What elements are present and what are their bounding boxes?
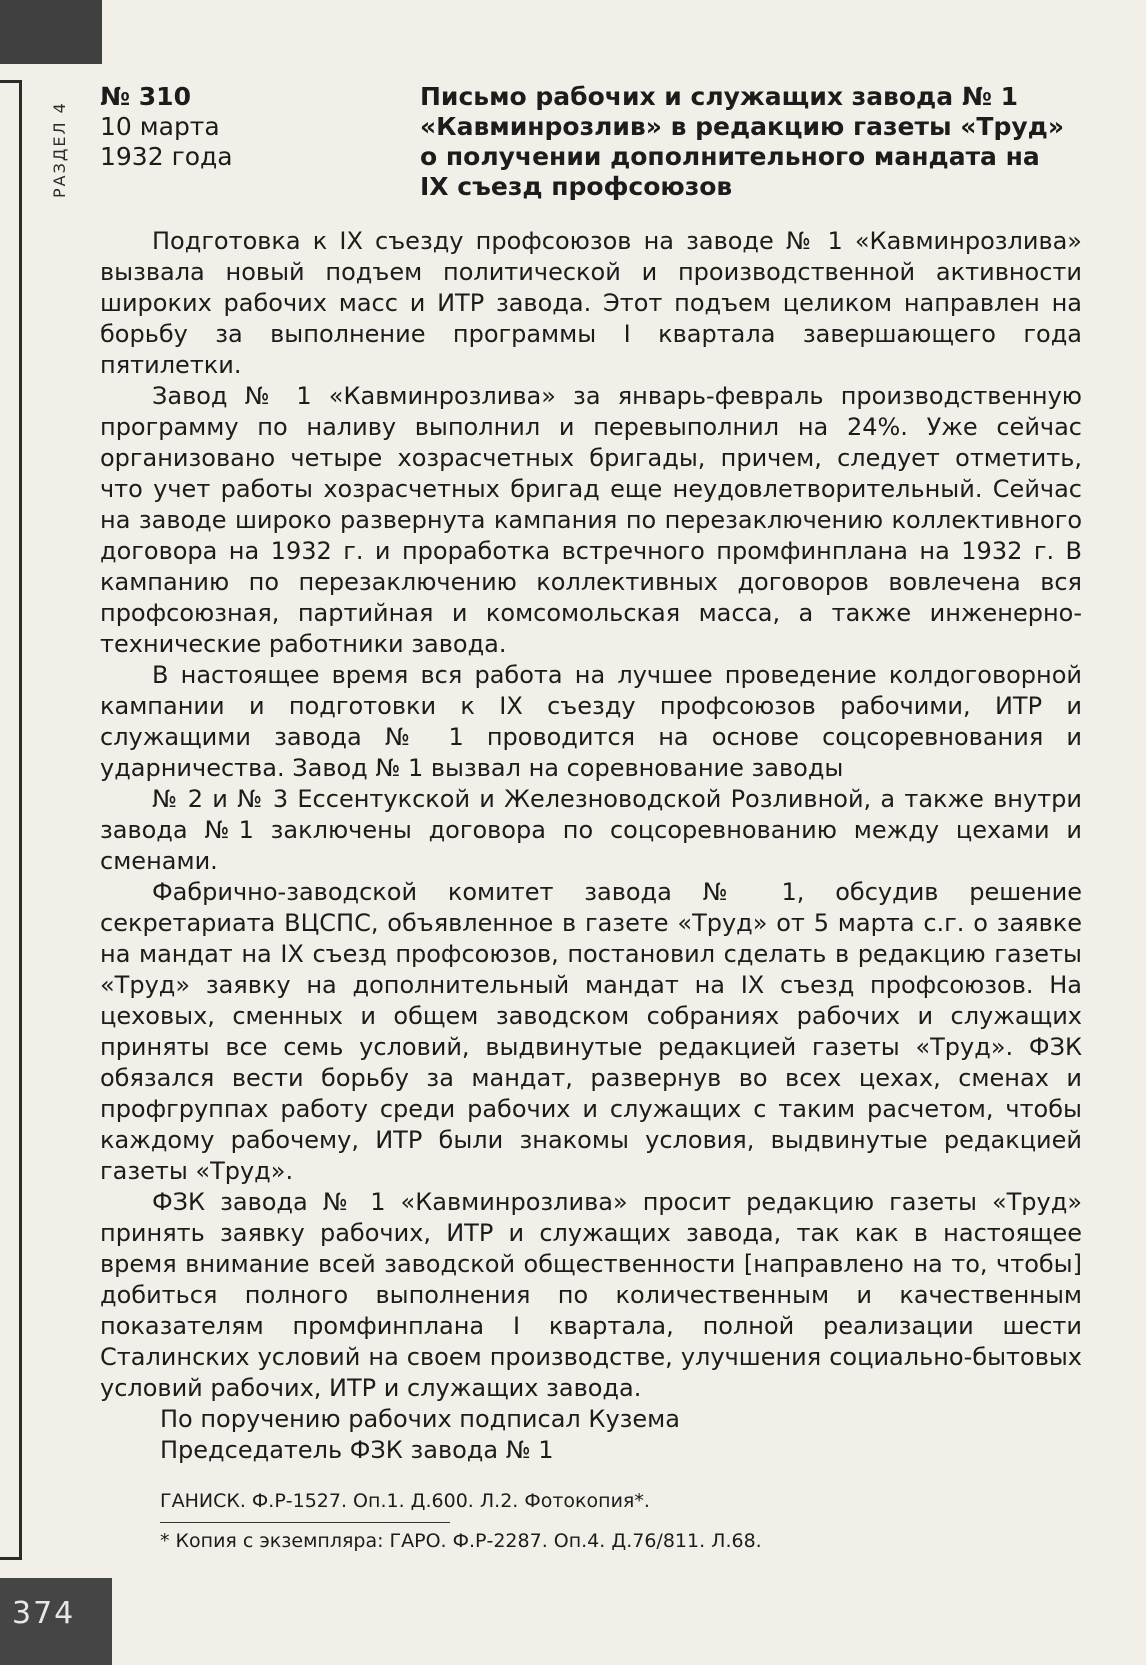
page-number-block [0,1578,112,1665]
document-number: № 310 [100,82,191,111]
footnote-divider [160,1522,450,1523]
paragraph: Завод № 1 «Кавминрозлива» за январь-февраль производственную программу по наливу выполнил и перевыполнил на 24%. Уже сейчас организовано четыре хозрасчетных бригады, причем, следует отметить, что учет работы хозрасчетных бригад еще неудовлетворительный. Сейчас на заводе широко развернута кампания по перезаключению коллективного договора на 1932 г. и проработка встречного промфинплана на 1932 г. В кампанию по перезаключению коллективных договоров вовлечена вся профсоюзная, партийная и комсомольская масса, а также инженерно-технические работники завода. [100,382,1082,658]
document-meta [100,82,270,172]
side-margin-frame [0,80,22,1560]
signature-line: По поручению рабочих подписал Кузема [160,1405,680,1433]
document-date-day: 10 марта [100,112,220,141]
paragraph: Фабрично-заводской комитет завода № 1, обсудив решение секретариата ВЦСПС, объявленное в газете «Труд» от 5 марта с.г. о заявке на мандат на IX съезд профсоюзов, постановил сделать в редакцию газеты «Труд» заявку на дополнительный мандат на IX съезд профсоюзов. На цеховых, сменных и общем заводском собраниях рабочих и служащих приняты все семь условий, выдвинутые редакцией газеты «Труд». ФЗК обязался вести борьбу за мандат, развернув во всех цехах, сменах и профгруппах работу среди рабочих и служащих с таким расчетом, чтобы каждому рабочему, ИТР были знакомы условия, выдвинутые редакцией газеты «Труд». [100,878,1082,1185]
paragraph: ФЗК завода № 1 «Кавминрозлива» просит редакцию газеты «Труд» принять заявку рабочих, ИТР и служащих завода, так как в настоящее время внимание всей заводской общественности [направлено на то, чтобы] добиться полного выполнения по количественным и качественным показателям промфинплана I квартала, полной реализации шести Сталинских условий на своем производстве, улучшения социально-бытовых условий рабочих, ИТР и служащих завода. [100,1188,1082,1402]
document-date-year: 1932 года [100,142,233,171]
document-title: Письмо рабочих и служащих завода № 1 «Кавминрозлив» в редакцию газеты «Труд» о получении дополнительного мандата на IX съезд профсоюзов [420,82,1065,201]
paragraph: № 2 и № 3 Ессентукской и Железноводской Розливной, а также внутри завода №1 заключены договора по соцсоревнованию между цехами и сменами. [100,785,1082,875]
archive-reference: ГАНИСК. Ф.Р-1527. Оп.1. Д.600. Л.2. Фотокопия*. [160,1490,650,1512]
section-label: РАЗДЕЛ 4 [50,101,69,198]
signature-line: Председатель ФЗК завода № 1 [160,1436,554,1464]
top-margin-block [0,0,102,64]
paragraph: Подготовка к IX съезду профсоюзов на заводе № 1 «Кавминрозлива» вызвала новый подъем политической и производственной активности широких рабочих масс и ИТР завода. Этот подъем целиком направлен на борьбу за выполнение программы I квартала завершающего года пятилетки. [100,227,1082,379]
page-number: 374 [12,1596,76,1631]
paragraph: В настоящее время вся работа на лучшее проведение колдоговорной кампании и подготовки к IX съезду профсоюзов рабочими, ИТР и служащими завода № 1 проводится на основе соцсоревнования и ударничества. Завод № 1 вызвал на соревнование заводы [100,661,1082,782]
footnote: * Копия с экземпляра: ГАРО. Ф.Р-2287. Оп.4. Д.76/811. Л.68. [160,1530,762,1552]
document-body [100,226,1082,1555]
